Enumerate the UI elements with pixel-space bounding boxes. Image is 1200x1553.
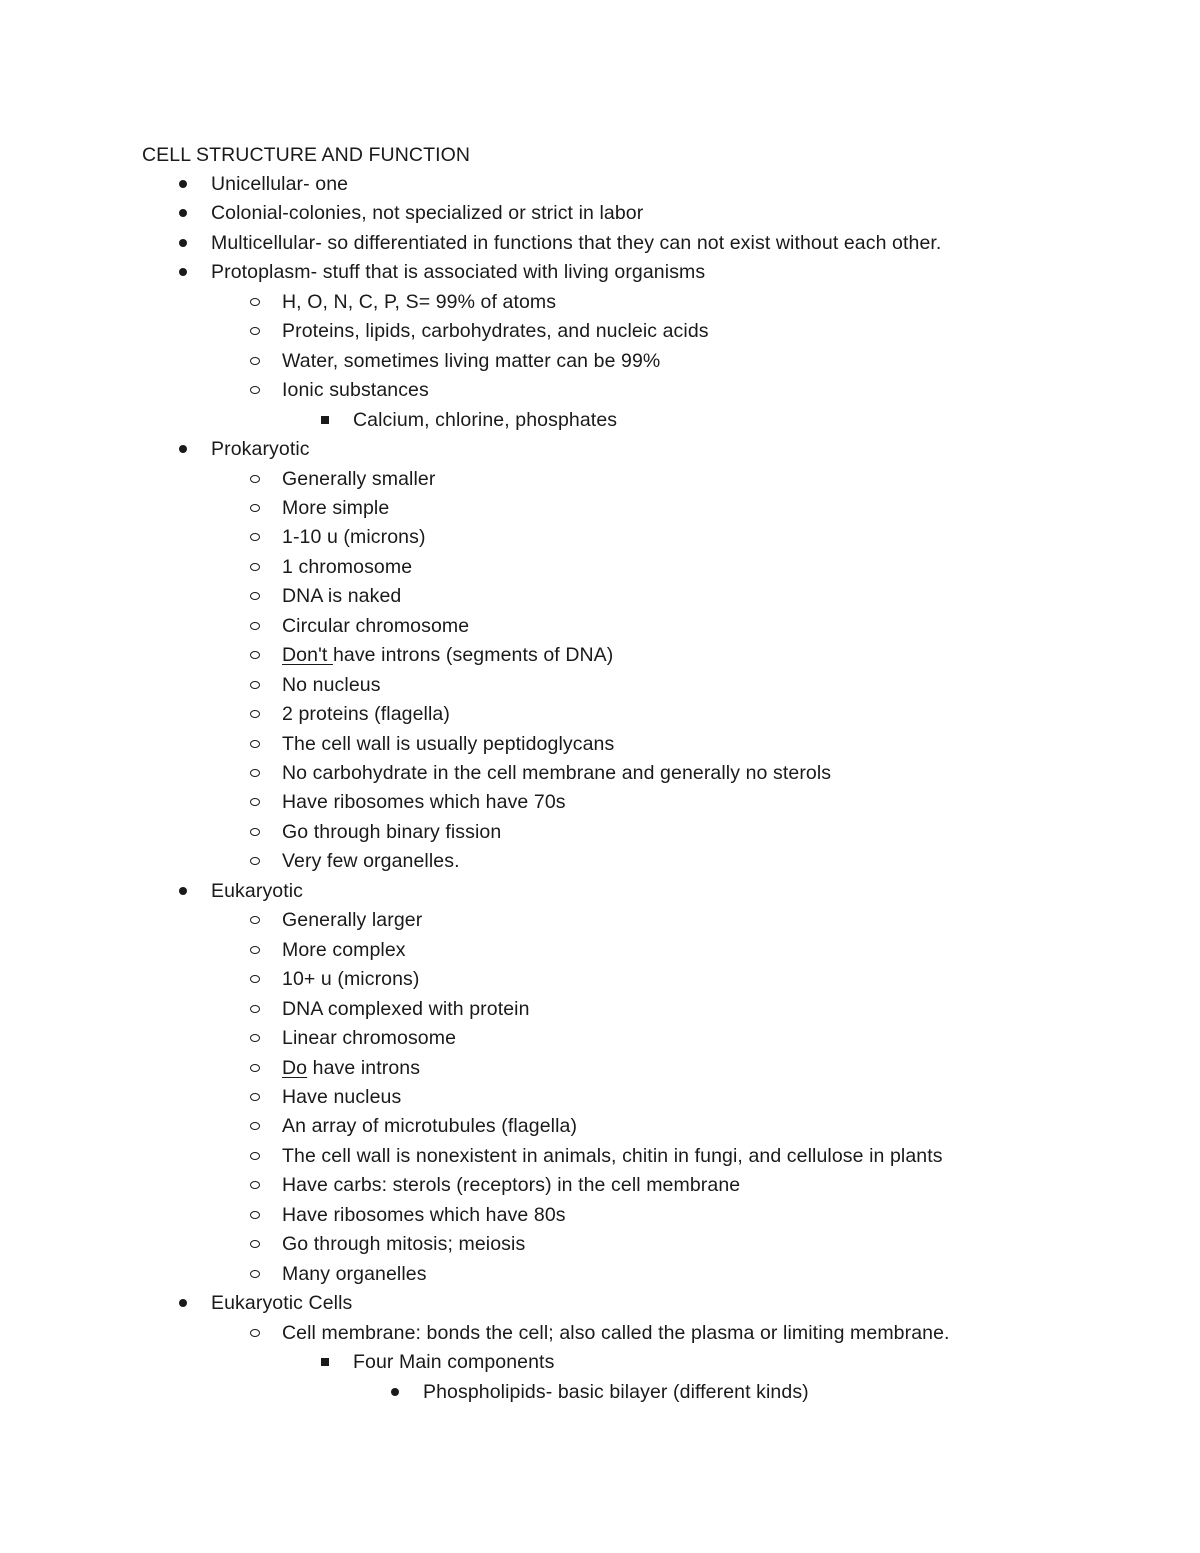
list-item-text: Protoplasm- stuff that is associated with living organisms <box>211 261 706 284</box>
list-item <box>282 997 530 1027</box>
list-item-text: Generally larger <box>282 909 423 932</box>
list-item <box>282 525 426 555</box>
list-item-text: Circular chromosome <box>282 614 470 637</box>
bullet-circle-icon <box>250 710 260 718</box>
list-item-text: Eukaryotic Cells <box>211 1292 353 1315</box>
bullet-circle-icon <box>250 769 260 777</box>
list-item <box>282 732 614 762</box>
list-item <box>282 761 831 791</box>
bullet-disc-icon <box>391 1388 399 1396</box>
list-item <box>282 290 556 320</box>
bullet-circle-icon <box>250 298 260 306</box>
bullet-circle-icon <box>250 386 260 394</box>
list-item <box>282 1173 740 1203</box>
list-item-text: Have ribosomes which have 80s <box>282 1203 566 1226</box>
bullet-circle-icon <box>250 1122 260 1130</box>
list-item <box>282 849 460 879</box>
bullet-circle-icon <box>250 651 260 659</box>
list-item-text: More simple <box>282 496 390 519</box>
list-item-text: Linear chromosome <box>282 1027 457 1049</box>
list-item-text: Have nucleus <box>282 1085 402 1108</box>
list-item-text: 2 proteins (flagella) <box>282 703 450 726</box>
list-item <box>282 702 450 732</box>
list-item <box>282 643 613 673</box>
list-item <box>282 1114 577 1144</box>
list-item <box>282 584 401 614</box>
bullet-circle-icon <box>250 798 260 806</box>
bullet-circle-icon <box>250 916 260 924</box>
list-item <box>282 938 406 968</box>
list-item <box>282 319 709 349</box>
list-item <box>282 908 422 938</box>
page-title: CELL STRUCTURE AND FUNCTION <box>142 144 471 166</box>
list-item <box>282 1262 427 1292</box>
list-item-text: Eukaryotic <box>211 879 304 902</box>
list-item <box>282 1026 456 1056</box>
bullet-circle-icon <box>250 740 260 748</box>
list-item-text: The cell wall is usually peptidoglycans <box>282 732 615 755</box>
bullet-circle-icon <box>250 1093 260 1101</box>
list-item-text: Multicellular- so differentiated in functions that they can not exist without each other. <box>211 231 942 254</box>
bullet-circle-icon <box>250 533 260 541</box>
list-item <box>282 349 660 379</box>
bullet-circle-icon <box>250 681 260 689</box>
bullet-circle-icon <box>250 327 260 335</box>
list-item <box>211 201 643 231</box>
list-item <box>211 879 303 909</box>
list-item <box>211 231 941 261</box>
bullet-circle-icon <box>250 592 260 600</box>
list-item-text: Go through mitosis; meiosis <box>282 1233 526 1256</box>
bullet-disc-icon <box>179 887 187 895</box>
bullet-disc-icon <box>179 209 187 217</box>
bullet-circle-icon <box>250 828 260 836</box>
bullet-circle-icon <box>250 622 260 630</box>
bullet-disc-icon <box>179 445 187 453</box>
bullet-square-icon <box>321 1358 329 1366</box>
list-item <box>211 260 705 290</box>
list-item <box>282 614 469 644</box>
list-item <box>282 378 429 408</box>
bullet-circle-icon <box>250 1240 260 1248</box>
list-item <box>211 172 348 202</box>
bullet-circle-icon <box>250 1034 260 1042</box>
list-item <box>282 1056 420 1086</box>
list-item-text: Have ribosomes which have 70s <box>282 791 566 814</box>
bullet-disc-icon <box>179 1299 187 1307</box>
list-item-text: DNA complexed with protein <box>282 997 530 1020</box>
list-item <box>282 1232 525 1262</box>
bullet-circle-icon <box>250 504 260 512</box>
list-item-text: have introns <box>307 1056 421 1079</box>
list-item-text: Proteins, lipids, carbohydrates, and nucleic acids <box>282 320 709 343</box>
bullet-circle-icon <box>250 1064 260 1072</box>
list-item-text: Generally smaller <box>282 467 436 490</box>
bullet-circle-icon <box>250 563 260 571</box>
list-item-text: An array of microtubules (flagella) <box>282 1115 578 1138</box>
bullet-circle-icon <box>250 357 260 365</box>
bullet-circle-icon <box>250 857 260 865</box>
list-item <box>282 967 420 997</box>
list-item <box>423 1380 809 1410</box>
list-item-text: have introns (segments of DNA) <box>332 644 614 667</box>
list-item <box>353 408 617 438</box>
bullet-disc-icon <box>179 268 187 276</box>
bullet-circle-icon <box>250 975 260 983</box>
list-item-text: Calcium, chlorine, phosphates <box>353 408 618 431</box>
list-item-text: H, O, N, C, P, S= 99% of atoms <box>282 290 557 313</box>
list-item-text: Four Main components <box>353 1351 555 1373</box>
list-item <box>282 1144 943 1174</box>
list-item <box>282 790 566 820</box>
list-item-text: Go through binary fission <box>282 820 502 843</box>
list-item <box>282 496 389 526</box>
bullet-circle-icon <box>250 1211 260 1219</box>
bullet-circle-icon <box>250 1270 260 1278</box>
bullet-circle-icon <box>250 1152 260 1160</box>
list-item-text: More complex <box>282 938 406 961</box>
list-item <box>282 820 501 850</box>
bullet-circle-icon <box>250 475 260 483</box>
list-item <box>353 1350 554 1380</box>
list-item-text: DNA is naked <box>282 585 402 608</box>
list-item-text: 1-10 u (microns) <box>282 526 426 549</box>
list-item <box>282 1203 566 1233</box>
list-item-text: Ionic substances <box>282 379 429 402</box>
list-item-text: Prokaryotic <box>211 438 310 461</box>
list-item <box>282 1085 401 1115</box>
list-item-text: Have carbs: sterols (receptors) in the cell membrane <box>282 1174 741 1197</box>
list-item-text: 1 chromosome <box>282 555 413 578</box>
list-item <box>282 467 435 497</box>
list-item-text: No nucleus <box>282 673 381 696</box>
bullet-circle-icon <box>250 1329 260 1337</box>
bullet-circle-icon <box>250 1005 260 1013</box>
underlined-text: Don't <box>282 644 333 667</box>
list-item-text: Cell membrane: bonds the cell; also called the plasma or limiting membrane. <box>282 1321 950 1344</box>
list-item <box>282 555 412 585</box>
list-item-text: Colonial-colonies, not specialized or strict in labor <box>211 202 644 225</box>
list-item <box>211 437 310 467</box>
bullet-disc-icon <box>179 180 187 188</box>
list-item-text: Phospholipids- basic bilayer (different kinds) <box>423 1380 809 1403</box>
list-item <box>282 673 381 703</box>
list-item-text: No carbohydrate in the cell membrane and generally no sterols <box>282 762 832 784</box>
list-item-text: 10+ u (microns) <box>282 968 420 991</box>
list-item <box>211 1291 352 1321</box>
list-item-text: Very few organelles. <box>282 850 460 873</box>
list-item-text: Water, sometimes living matter can be 99% <box>282 349 661 372</box>
bullet-circle-icon <box>250 1181 260 1189</box>
list-item-text: Unicellular- one <box>211 173 349 195</box>
list-item-text: The cell wall is nonexistent in animals, chitin in fungi, and cellulose in plants <box>282 1144 943 1167</box>
list-item <box>282 1321 950 1351</box>
list-item-text: Many organelles <box>282 1262 427 1285</box>
bullet-circle-icon <box>250 946 260 954</box>
bullet-square-icon <box>321 416 329 424</box>
bullet-disc-icon <box>179 239 187 247</box>
underlined-text: Do <box>282 1056 308 1079</box>
